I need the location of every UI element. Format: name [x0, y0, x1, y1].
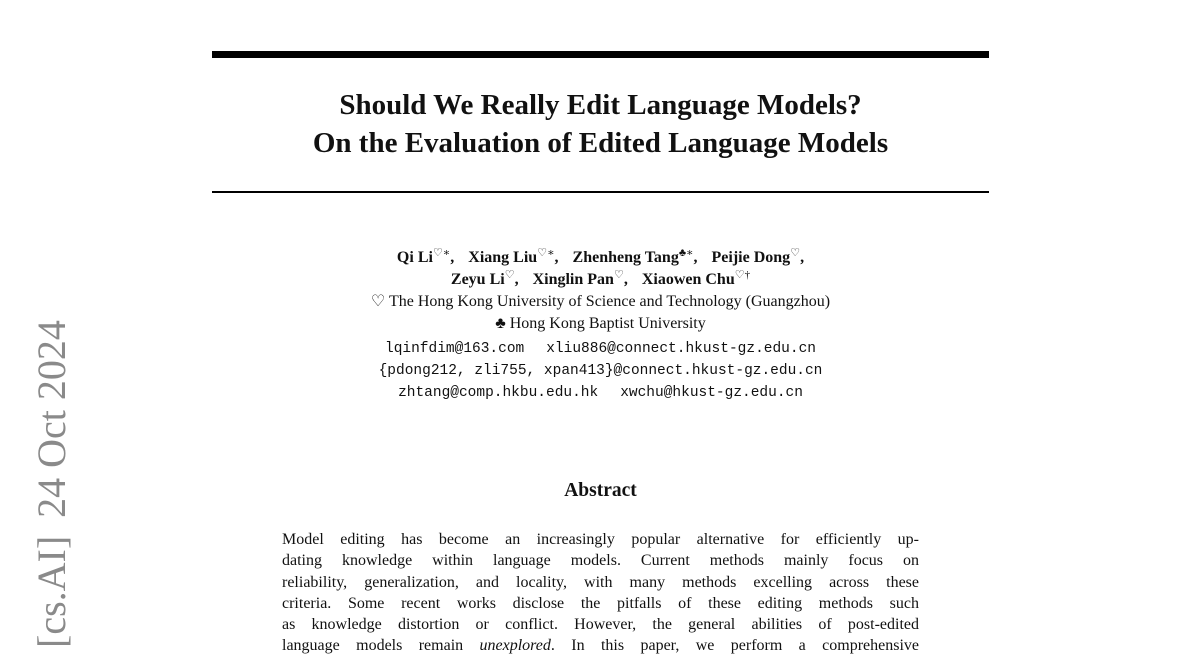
author: Xiang Liu♡∗, — [468, 247, 559, 266]
author: Zeyu Li♡, — [450, 269, 519, 288]
affiliation-hkust-gz: ♡ The Hong Kong University of Science and Technology (Guangzhou) — [370, 293, 831, 310]
abstract-line: Model editing has become an increasingly popular alternative for efficiently up- — [282, 531, 919, 548]
title-line-1: Should We Really Edit Language Models? — [339, 89, 862, 121]
email-line-3 — [212, 382, 989, 404]
author: Peijie Dong♡, — [711, 247, 805, 266]
abstract-heading: Abstract — [564, 480, 637, 501]
author-line-2 — [212, 269, 989, 291]
author-line-1 — [212, 247, 989, 269]
author: Zhenheng Tang♣∗, — [572, 247, 698, 266]
abstract-line: language models remain unexplored. In this paper, we perform a comprehensive — [282, 637, 919, 655]
email-line-2: {pdong212, zli755, xpan413}@connect.hkust-gz.edu.cn — [378, 363, 823, 379]
author: Xiaowen Chu♡† — [641, 269, 751, 288]
title-bottom-rule — [212, 191, 989, 193]
author: Qi Li♡∗, — [396, 247, 455, 266]
title-top-rule — [212, 51, 989, 58]
abstract-line: criteria. Some recent works disclose the pitfalls of these editing methods such — [282, 594, 919, 612]
paper-title — [212, 86, 989, 162]
arxiv-date: 24 Oct 2024 — [29, 320, 74, 518]
abstract-line: reliability, generalization, and locality, with many methods excelling across these — [282, 573, 919, 591]
abstract-body — [282, 529, 919, 657]
author-block — [212, 247, 989, 335]
author: Xinglin Pan♡, — [532, 269, 628, 288]
title-line-2: On the Evaluation of Edited Language Models — [312, 127, 889, 159]
abstract-line: as knowledge distortion or conflict. However, the general abilities of post-edited — [282, 616, 919, 634]
email-block — [212, 338, 989, 404]
affiliation-hkbu: ♣ Hong Kong Baptist University — [495, 315, 706, 332]
email-line-1 — [212, 338, 989, 360]
abstract-line: dating knowledge within language models. Current methods mainly focus on — [282, 552, 919, 570]
arxiv-stamp — [29, 320, 74, 648]
email: lqinfdim@163.com — [385, 341, 525, 357]
email: xliu886@connect.hkust-gz.edu.cn — [546, 341, 816, 357]
arxiv-category: [cs.AI] — [29, 535, 74, 648]
email: zhtang@comp.hkbu.edu.hk — [398, 385, 599, 401]
email: xwchu@hkust-gz.edu.cn — [620, 385, 803, 401]
